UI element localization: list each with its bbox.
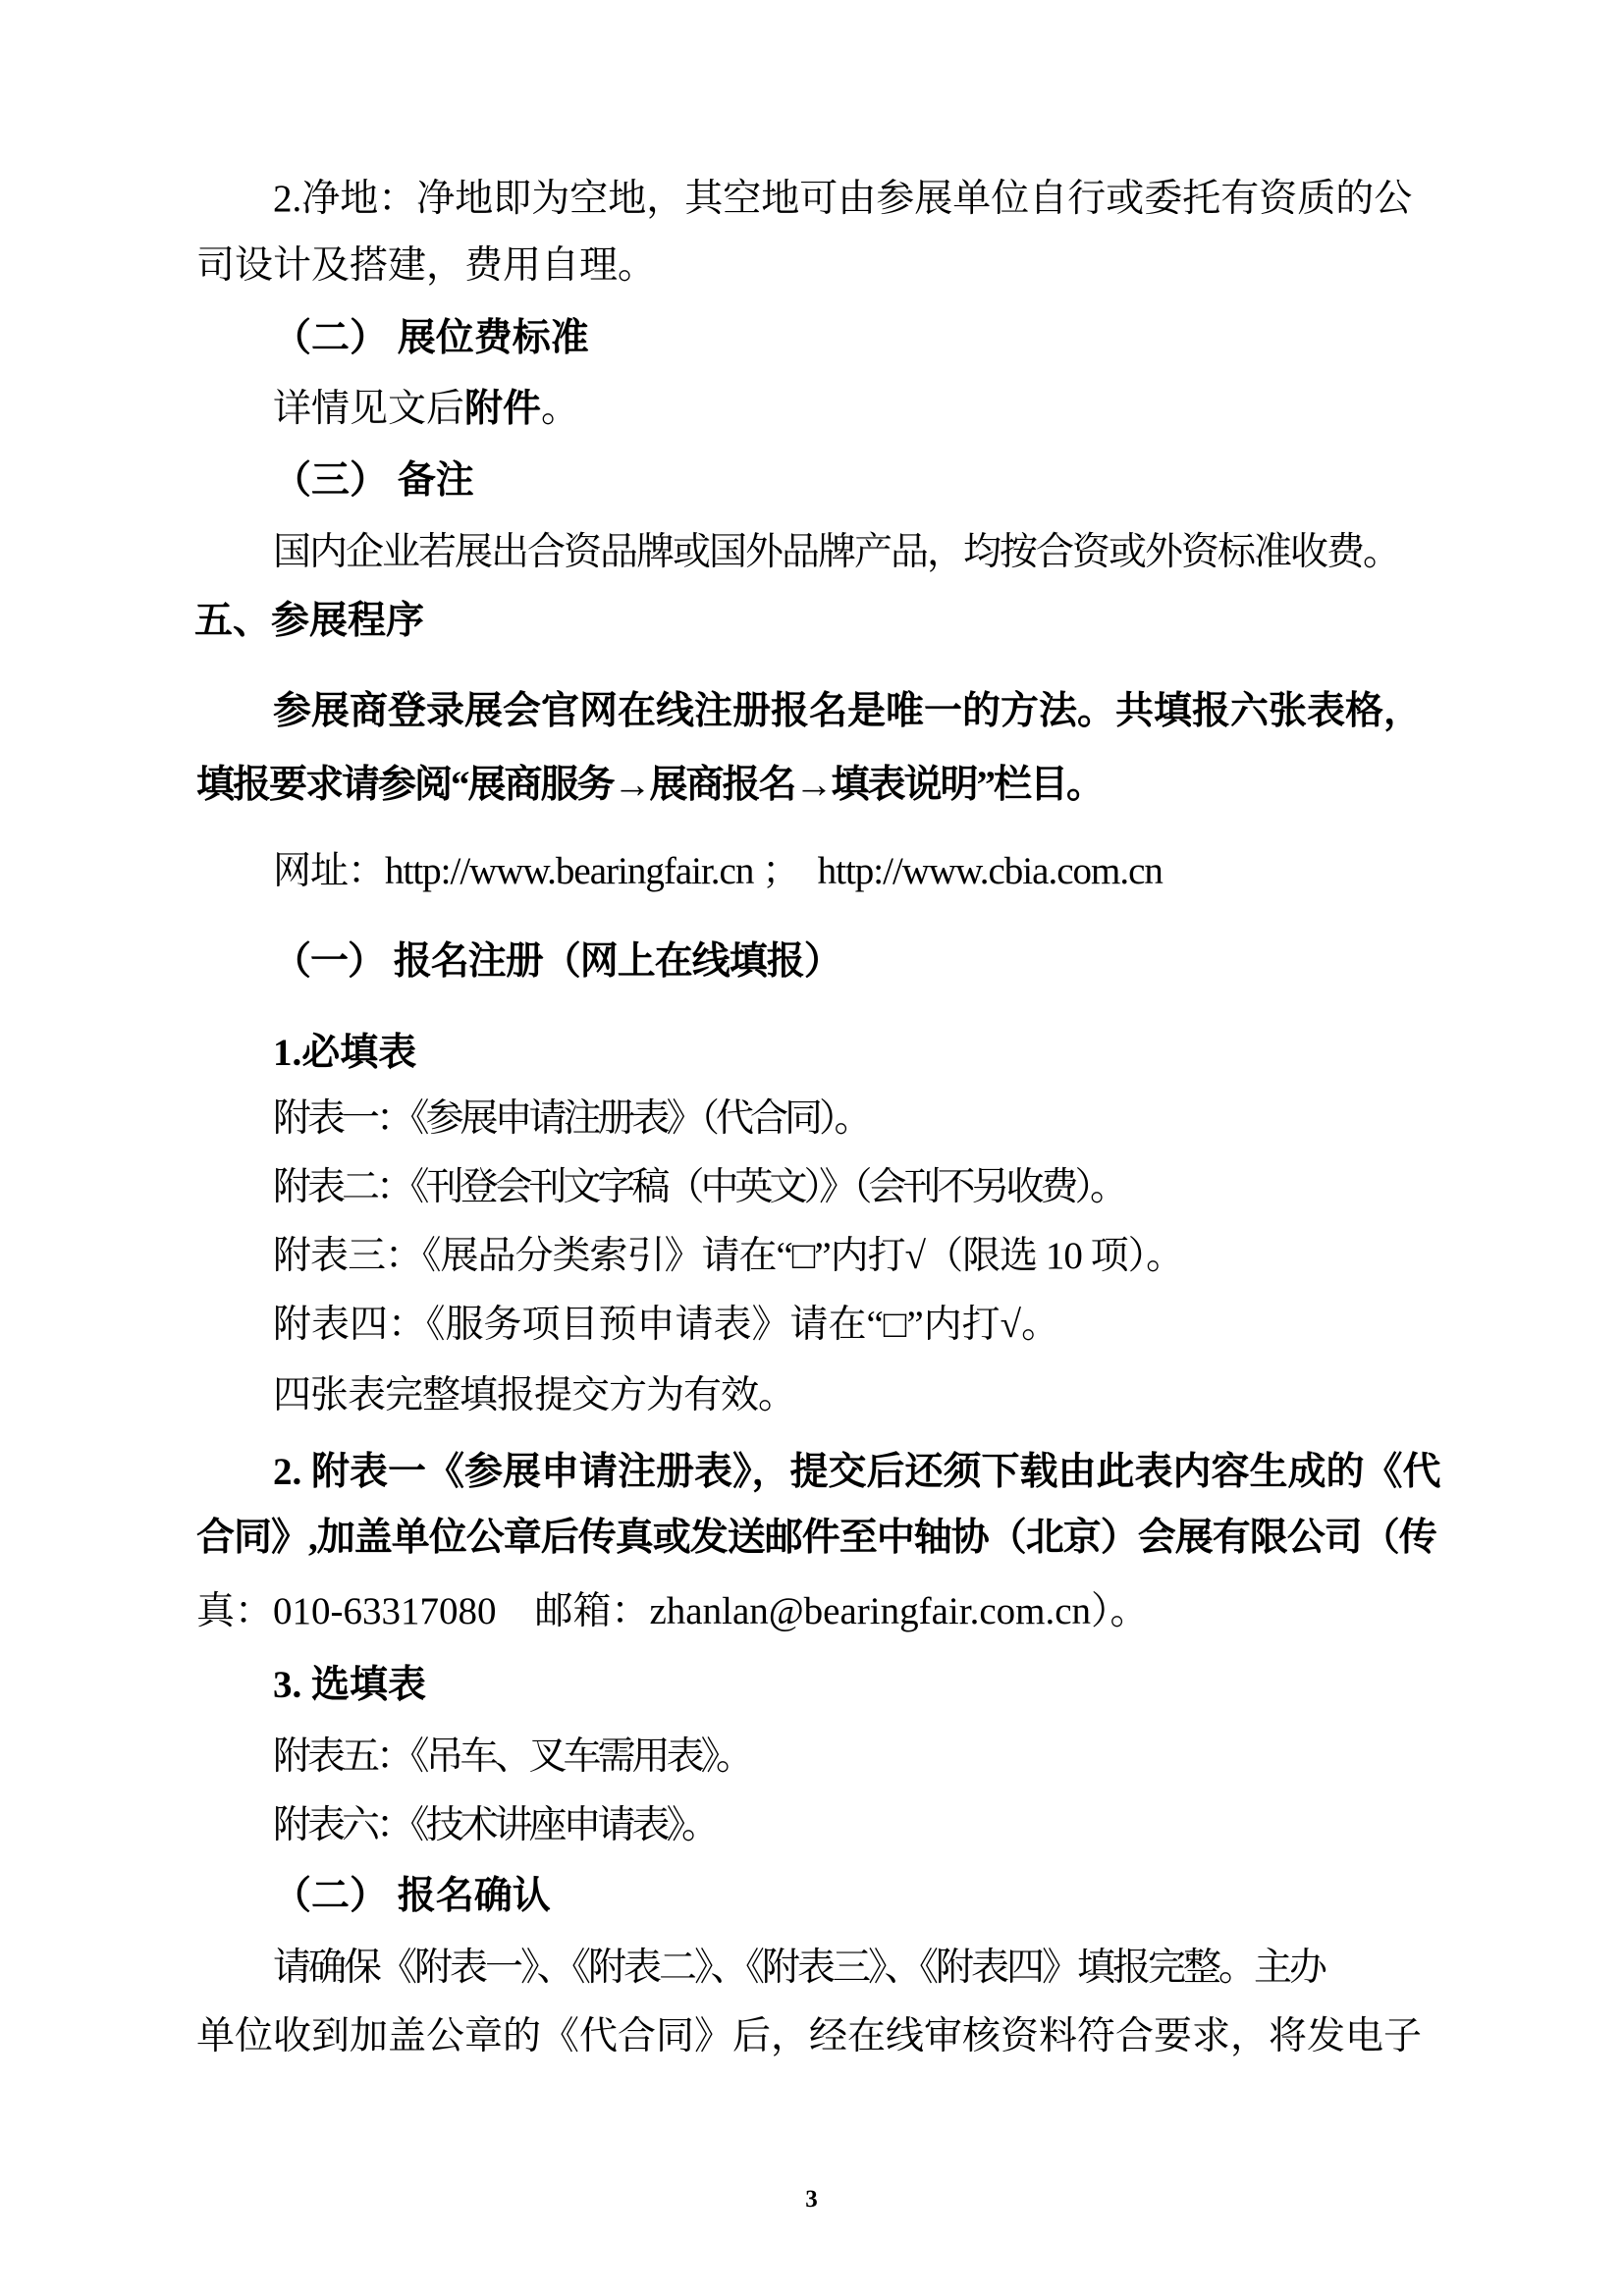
list-item-form2: 附表二：《刊登会刊文字稿（中英文）》（会刊不另收费）。 bbox=[273, 1166, 1125, 1208]
paragraph-net-booth-line2: 司设计及搭建，费用自理。 bbox=[196, 244, 657, 287]
paragraph-online-registration-line1: 参展商登录展会官网在线注册报名是唯一的方法。共填报六张表格， bbox=[273, 690, 1423, 732]
heading-remarks: （三） 备注 bbox=[273, 459, 474, 502]
list-item-form3: 附表三：《展品分类索引》请在“□”内打√（限选 10 项）。 bbox=[273, 1235, 1184, 1277]
paragraph-four-forms-valid: 四张表完整填报提交方为有效。 bbox=[273, 1374, 796, 1416]
heading-required-forms: 1.必填表 bbox=[273, 1032, 417, 1074]
paragraph-net-booth-line1: 2.净地：净地即为空地，其空地可由参展单位自行或委托有资质的公 bbox=[273, 178, 1413, 220]
paragraph-contract-download-line1: 2. 附表一《参展申请注册表》，提交后还须下载由此表内容生成的《代 bbox=[273, 1451, 1441, 1493]
heading-section5-participation-procedure: 五、参展程序 bbox=[194, 600, 425, 642]
paragraph-confirmation-line2: 单位收到加盖公章的《代合同》后，经在线审核资料符合要求，将发电子 bbox=[196, 2015, 1423, 2057]
paragraph-website-urls: 网址：http://www.bearingfair.cn ； http://www.cbia.com.cn bbox=[273, 850, 1163, 892]
paragraph-fax-email-contact: 真：010-63317080 邮箱：zhanlan@bearingfair.com.cn）。 bbox=[196, 1590, 1149, 1632]
paragraph-contract-download-line2: 合同》,加盖单位公章后传真或发送邮件至中轴协（北京）会展有限公司（传 bbox=[196, 1517, 1436, 1559]
heading-registration-confirmation: （二） 报名确认 bbox=[273, 1875, 551, 1917]
list-item-form6: 附表六：《技术讲座申请表》。 bbox=[273, 1804, 717, 1846]
heading-registration-online: （一） 报名注册（网上在线填报） bbox=[273, 940, 841, 983]
paragraph-confirmation-line1: 请确保《附表一》、《附表二》、《附表三》、《附表四》填报完整。主办 bbox=[273, 1947, 1325, 1989]
list-item-form1: 附表一：《参展申请注册表》（代合同）。 bbox=[273, 1097, 869, 1140]
page-number: 3 bbox=[805, 2186, 818, 2213]
see-attachment-bold: 附件 bbox=[464, 388, 542, 430]
paragraph-online-registration-line2: 填报要求请参阅“展商服务→展商报名→填表说明”栏目。 bbox=[196, 764, 1104, 806]
paragraph-see-attachment bbox=[273, 387, 579, 432]
list-item-form5: 附表五：《吊车、叉车需用表》。 bbox=[273, 1735, 751, 1778]
see-attachment-period: 。 bbox=[541, 388, 580, 430]
heading-optional-forms: 3. 选填表 bbox=[273, 1664, 427, 1706]
paragraph-remarks-body: 国内企业若展出合资品牌或国外品牌产品，均按合资或外资标准收费。 bbox=[273, 531, 1400, 573]
see-attachment-prefix: 详情见文后 bbox=[273, 388, 465, 430]
list-item-form4: 附表四：《服务项目预申请表》请在“□”内打√。 bbox=[273, 1304, 1060, 1346]
heading-booth-fee-standard: （二） 展位费标准 bbox=[273, 317, 589, 359]
